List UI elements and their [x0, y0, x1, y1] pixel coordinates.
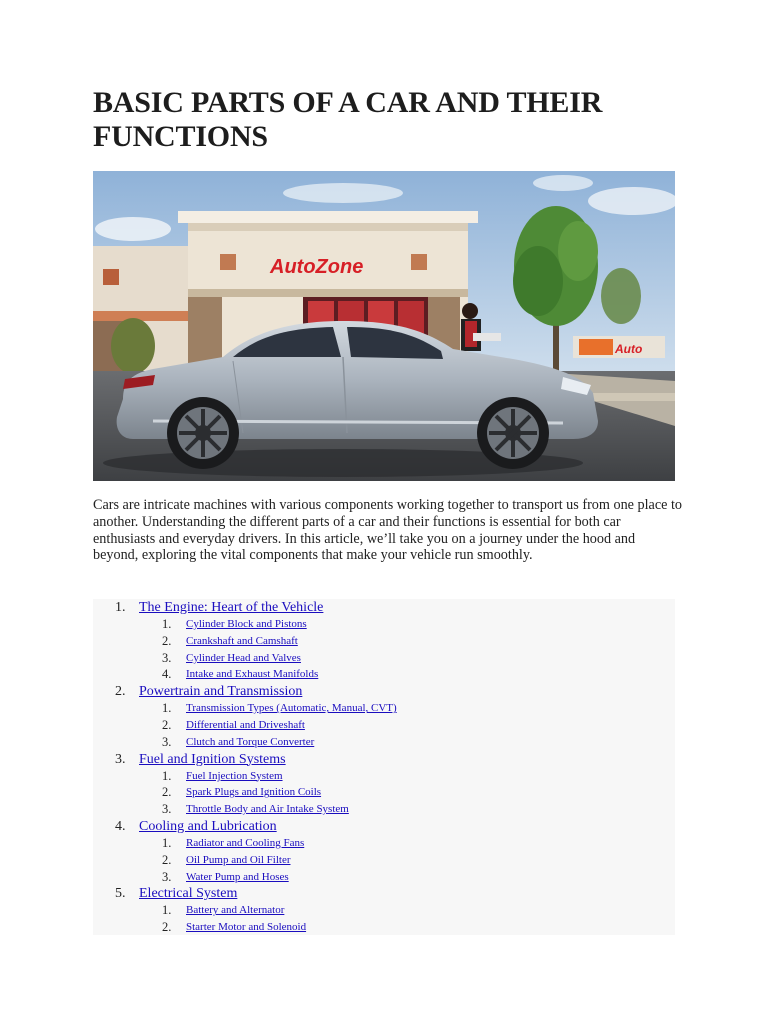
toc-subsection-link[interactable]: Cylinder Head and Valves: [186, 651, 301, 664]
toc-subsection-link[interactable]: Battery and Alternator: [186, 904, 285, 917]
toc-section-number: 2.: [115, 684, 126, 700]
toc-subsection: [93, 717, 675, 734]
toc-subsection-number: 3.: [162, 734, 172, 749]
store-sign-text: AutoZone: [270, 256, 364, 278]
toc-subsection-number: 1.: [162, 903, 172, 918]
toc-subsection-link[interactable]: Starter Motor and Solenoid: [186, 921, 307, 934]
toc-subsection: [93, 633, 675, 650]
toc-section-link[interactable]: The Engine: Heart of the Vehicle: [139, 600, 324, 615]
toc-section-number: 5.: [115, 886, 126, 902]
toc-subsection: [93, 650, 675, 667]
toc-section: [93, 818, 675, 885]
table-of-contents: [93, 599, 675, 935]
toc-subsection-number: 3.: [162, 802, 172, 817]
toc-subsection: [93, 869, 675, 886]
toc-subsection-number: 2.: [162, 785, 172, 800]
toc-section-number: 4.: [115, 818, 126, 834]
toc-section-link[interactable]: Powertrain and Transmission: [139, 684, 303, 700]
toc-subsection-number: 2.: [162, 852, 172, 867]
toc-subsection-link[interactable]: Intake and Exhaust Manifolds: [186, 668, 319, 681]
toc-section: [93, 599, 675, 683]
toc-subsection-link[interactable]: Fuel Injection System: [186, 769, 283, 782]
toc-subsection-link[interactable]: Radiator and Cooling Fans: [186, 836, 305, 849]
toc-subsection-link[interactable]: Throttle Body and Air Intake System: [186, 803, 349, 816]
toc-subsection-number: 1.: [162, 835, 172, 850]
toc-subsection: [93, 919, 675, 936]
page-title: BASIC PARTS OF A CAR AND THEIR FUNCTIONS: [93, 86, 603, 153]
toc-subsection-link[interactable]: Spark Plugs and Ignition Coils: [186, 786, 322, 799]
toc-section: [93, 751, 675, 818]
toc-subsection-link[interactable]: Crankshaft and Camshaft: [186, 634, 298, 647]
toc-subsection-link[interactable]: Oil Pump and Oil Filter: [186, 853, 291, 866]
toc-subsection-number: 4.: [162, 667, 172, 682]
toc-section-link[interactable]: Cooling and Lubrication: [139, 818, 277, 834]
toc-subsection: [93, 734, 675, 751]
toc-sublist: [93, 835, 675, 885]
toc-subsection-link[interactable]: Cylinder Block and Pistons: [186, 618, 307, 630]
toc-sublist: [93, 768, 675, 818]
toc-section-link[interactable]: Fuel and Ignition Systems: [139, 751, 286, 767]
toc-section-number: 3.: [115, 751, 126, 767]
toc-subsection-link[interactable]: Transmission Types (Automatic, Manual, CVT): [186, 702, 397, 715]
toc-subsection: [93, 666, 675, 683]
toc-subsection-number: 3.: [162, 650, 172, 665]
intro-paragraph: Cars are intricate machines with various components working together to transport us from one place to another. Understanding the different parts of a car and their functions is essential for both car enthusiasts and everyday drivers. In this article, we’ll take you on a journey under the hood and beyond, exploring the vital components that make your vehicle run smoothly.: [93, 497, 683, 564]
toc-subsection: [93, 835, 675, 852]
toc-subsection: [93, 616, 675, 633]
toc-sublist: [93, 700, 675, 750]
toc-subsection-number: 2.: [162, 717, 172, 732]
toc-section-link[interactable]: Electrical System: [139, 886, 238, 902]
toc-subsection-number: 1.: [162, 617, 172, 631]
toc-section: [93, 885, 675, 936]
toc-subsection-link[interactable]: Differential and Driveshaft: [186, 718, 305, 731]
toc-subsection: [93, 700, 675, 717]
toc-subsection: [93, 801, 675, 818]
autozone-car-photo: [93, 171, 675, 481]
toc-section: [93, 683, 675, 750]
toc-list: [93, 599, 675, 936]
toc-subsection-number: 1.: [162, 701, 172, 716]
toc-subsection-number: 1.: [162, 768, 172, 783]
toc-subsection-link[interactable]: Water Pump and Hoses: [186, 870, 289, 883]
toc-sublist: [93, 902, 675, 936]
side-sign-text: Auto: [615, 342, 643, 356]
toc-subsection: [93, 768, 675, 785]
toc-subsection-link[interactable]: Clutch and Torque Converter: [186, 735, 315, 748]
toc-subsection: [93, 852, 675, 869]
toc-subsection: [93, 902, 675, 919]
toc-section-number: 1.: [115, 600, 126, 615]
toc-subsection-number: 3.: [162, 869, 172, 884]
hero-image: [93, 171, 675, 481]
toc-subsection-number: 2.: [162, 920, 172, 935]
toc-subsection: [93, 784, 675, 801]
toc-sublist: [93, 616, 675, 683]
toc-subsection-number: 2.: [162, 633, 172, 648]
